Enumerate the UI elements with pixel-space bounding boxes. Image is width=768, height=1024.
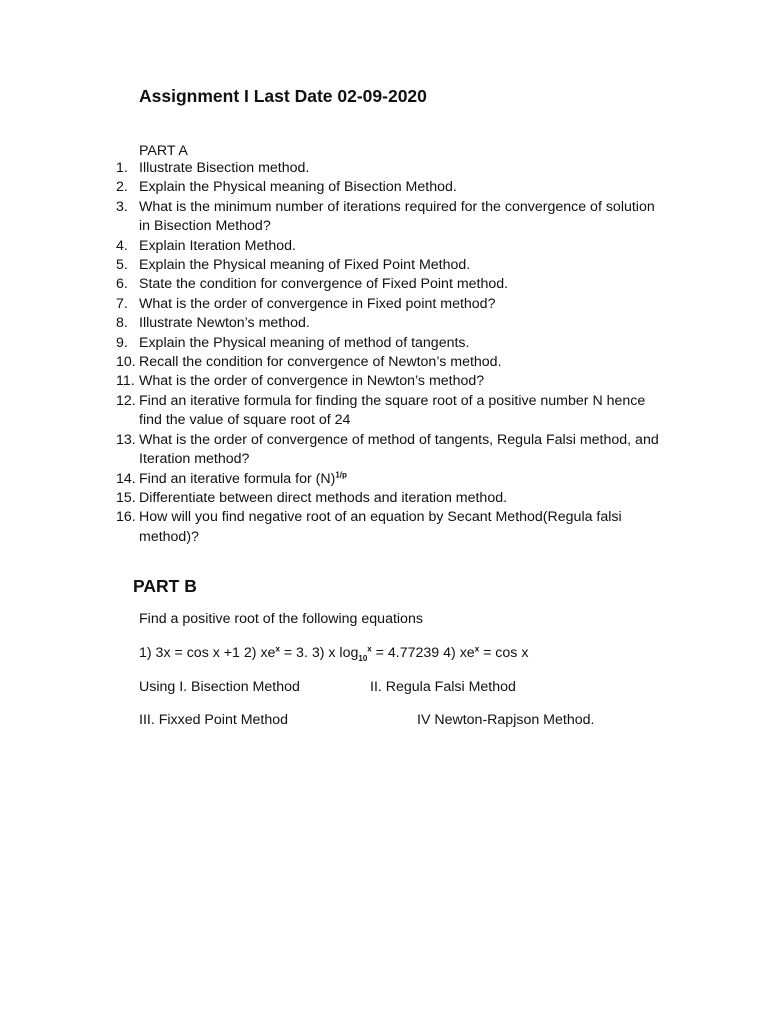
- question-number: 2.: [116, 179, 128, 196]
- method-bisection: Using I. Bisection Method: [139, 679, 300, 695]
- question-text: What is the order of convergence of method of tangents, Regula Falsi method, and Iteration method?: [139, 431, 659, 468]
- equation-4: 4) $xe^x = \cos x$: [443, 644, 529, 661]
- question-item: [0, 256, 659, 275]
- question-superscript: 1/p: [335, 469, 347, 479]
- question-text: Find an iterative formula for finding the square root of a positive number N hence find the value of square root of 24: [139, 392, 646, 429]
- method-fixed-point: III. Fixxed Point Method: [139, 712, 289, 728]
- question-item: [0, 295, 659, 314]
- method-regula-falsi: II. Regula Falsi Method: [370, 679, 516, 695]
- equation-1: 1) 3x = cos x +1: [139, 645, 244, 661]
- question-item: [0, 334, 659, 353]
- question-item: [0, 198, 659, 237]
- question-number: 15.: [116, 489, 136, 506]
- question-number: 6.: [116, 276, 128, 293]
- question-item: [0, 237, 659, 256]
- question-text: Explain Iteration Method.: [139, 237, 296, 254]
- page-title: Assignment I Last Date 02-09-2020: [139, 86, 427, 106]
- question-text: Illustrate Bisection method.: [139, 160, 310, 176]
- question-text: Illustrate Newton’s method.: [139, 315, 310, 332]
- equation-2: 2) $xe^x = 3$.: [243, 644, 312, 661]
- question-number: 9.: [116, 334, 128, 351]
- question-number: 5.: [116, 257, 128, 274]
- question-item: [0, 353, 659, 372]
- question-number: 1.: [116, 160, 128, 176]
- question-number: 13.: [116, 431, 136, 448]
- question-number: 3.: [116, 198, 128, 215]
- question-text: How will you find negative root of an equation by Secant Method(Regula falsi method)?: [139, 509, 622, 545]
- question-number: 16.: [116, 509, 136, 526]
- question-number: 4.: [116, 237, 128, 254]
- question-item: [0, 489, 659, 508]
- question-text: What is the minimum number of iterations required for the convergence of solution in Bisection Method?: [139, 198, 655, 235]
- question-number: 8.: [116, 315, 128, 332]
- part-a-heading: PART A: [139, 143, 188, 159]
- question-number: 11.: [116, 373, 135, 390]
- question-number: 10.: [116, 354, 136, 371]
- question-item: [0, 392, 659, 431]
- question-item: [0, 470, 659, 489]
- question-text: Explain the Physical meaning of method of tangents.: [139, 334, 470, 351]
- part-b-intro: Find a positive root of the following equations: [139, 611, 423, 627]
- question-text: Find an iterative formula for (N): [139, 470, 336, 487]
- question-text: Recall the condition for convergence of Newton’s method.: [139, 354, 502, 371]
- question-item: [0, 178, 659, 197]
- question-item: [0, 275, 659, 294]
- question-item: [0, 508, 659, 547]
- part-b-heading: PART B: [133, 576, 197, 596]
- question-text: State the condition for convergence of Fixed Point method.: [139, 276, 509, 293]
- equation-3: 3) x $\log_{10}^x = 4.77239$: [311, 644, 444, 663]
- question-item: [0, 372, 659, 391]
- equations-line: [139, 645, 528, 661]
- question-item: [0, 431, 659, 470]
- question-number: 14.: [116, 470, 136, 487]
- question-text: What is the order of convergence in Fixed point method?: [139, 295, 496, 312]
- question-text: Explain the Physical meaning of Fixed Point Method.: [139, 257, 471, 274]
- question-item: [0, 159, 659, 178]
- question-item: [0, 314, 659, 333]
- question-text: Explain the Physical meaning of Bisection Method.: [139, 179, 457, 196]
- method-newton-raphson: IV Newton-Rapjson Method.: [417, 712, 595, 728]
- question-text: What is the order of convergence in Newton’s method?: [139, 373, 485, 390]
- part-a-question-list: [0, 159, 659, 547]
- question-number: 7.: [116, 295, 128, 312]
- question-text: Differentiate between direct methods and iteration method.: [139, 489, 508, 506]
- question-number: 12.: [116, 392, 136, 409]
